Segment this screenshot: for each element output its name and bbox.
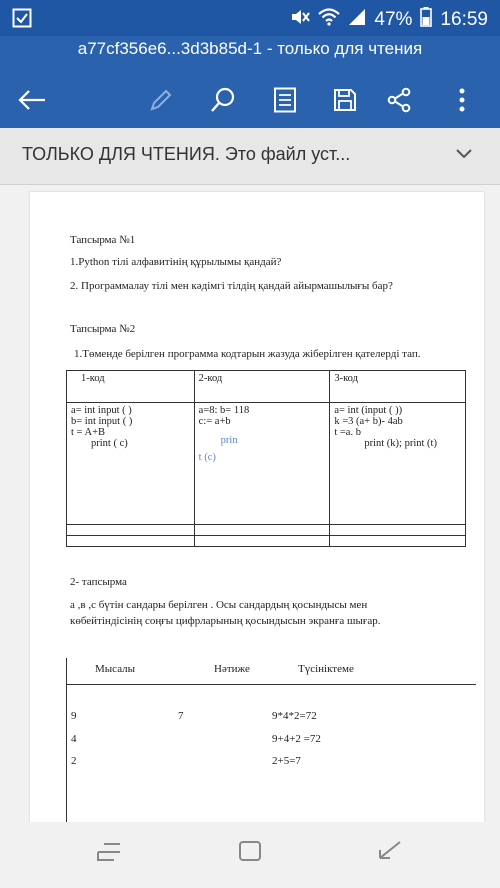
- code2-line: t (c): [198, 452, 216, 463]
- example-input-b: 4: [71, 733, 77, 745]
- more-options-button[interactable]: [440, 78, 484, 122]
- chevron-down-icon[interactable]: [456, 146, 472, 164]
- home-button[interactable]: [238, 840, 262, 867]
- task2-heading: Тапсырма №2: [70, 323, 136, 335]
- example-input-c: 2: [71, 755, 77, 767]
- empty-cell: [194, 525, 330, 536]
- example-note: 9*4*2=72: [272, 710, 317, 722]
- back-nav-button[interactable]: [376, 840, 402, 867]
- more-vert-icon: [458, 87, 466, 113]
- task3-heading: 2- тапсырма: [70, 576, 127, 588]
- document-view-icon: [273, 87, 297, 113]
- example-table-divider: [67, 684, 476, 685]
- read-only-message: ТОЛЬКО ДЛЯ ЧТЕНИЯ. Это файл уст...: [22, 144, 351, 164]
- task2-description: 1.Төменде берілген программа кодтарын жазуда жіберілген қателерді тап.: [74, 348, 421, 360]
- save-button[interactable]: [323, 78, 367, 122]
- share-icon: [386, 87, 412, 113]
- code-cell-3: [330, 403, 466, 525]
- code3-line: a= int (input ( )): [334, 405, 403, 416]
- wifi-icon: [318, 8, 340, 32]
- home-icon: [238, 840, 262, 862]
- gallery-check-icon: [12, 8, 32, 33]
- example-table: [66, 658, 476, 822]
- search-button[interactable]: [201, 78, 245, 122]
- example-header-3: Түсініктеме: [298, 663, 354, 675]
- navigation-bar: [0, 822, 500, 888]
- task1-question2: 2. Программалау тілі мен кәдімгі тілдің қандай айырмашылығы бар?: [70, 280, 393, 292]
- code3-line: t =a. b: [334, 427, 361, 438]
- code3-line: k =3 (a+ b)- 4ab: [334, 416, 403, 427]
- read-only-banner[interactable]: [0, 128, 500, 185]
- code-header-3: 3-код: [330, 371, 466, 403]
- search-icon: [210, 87, 236, 113]
- example-note: 9+4+2 =72: [272, 733, 321, 745]
- back-arrow-icon: [18, 89, 46, 111]
- code1-line: t = A+B: [71, 427, 106, 438]
- recent-apps-button[interactable]: [96, 840, 122, 867]
- empty-cell: [67, 536, 195, 547]
- task1-heading: Тапсырма №1: [70, 234, 136, 246]
- document-page[interactable]: [30, 192, 484, 822]
- code-cell-2: [194, 403, 330, 525]
- task3-line1: a ,в ,c бүтін сандары берілген . Осы сандардың қосындысы мен: [70, 599, 368, 611]
- battery-percent: 47%: [374, 9, 413, 30]
- example-table-left-border: [66, 658, 67, 822]
- app-bar: [0, 36, 500, 128]
- save-icon: [333, 88, 357, 112]
- code2-line: c:= a+b: [198, 416, 231, 427]
- mute-icon: [290, 8, 310, 32]
- task3-line2: көбейтіндісінің соңғы цифрларының қосындысын экранға шығар.: [70, 615, 381, 627]
- pencil-icon: [149, 88, 173, 112]
- code2-line: prin: [220, 435, 238, 446]
- empty-cell: [194, 536, 330, 547]
- recent-apps-icon: [96, 840, 122, 862]
- code2-line: a=8: b= 118: [198, 405, 250, 416]
- code3-line: print (k); print (t): [364, 438, 437, 449]
- task1-question1: 1.Python тілі алфавитінің құрылымы қандай?: [70, 256, 282, 268]
- document-title: a77cf356e6...3d3b85d-1 - только для чтения: [77, 39, 423, 58]
- reading-mode-button[interactable]: [263, 78, 307, 122]
- code-cell-1: [67, 403, 195, 525]
- code1-line: print ( c): [91, 438, 128, 449]
- example-header-1: Мысалы: [95, 663, 136, 675]
- empty-cell: [330, 536, 466, 547]
- empty-cell: [330, 525, 466, 536]
- status-bar: [0, 0, 500, 36]
- example-note: 2+5=7: [272, 755, 301, 767]
- battery-icon: [420, 7, 432, 33]
- empty-cell: [67, 525, 195, 536]
- example-input-a: 9: [71, 710, 77, 722]
- back-nav-icon: [376, 840, 402, 862]
- example-header-2: Нәтиже: [214, 663, 250, 675]
- code-table: [66, 370, 466, 547]
- code-header-1: 1-код: [67, 371, 195, 403]
- code1-line: a= int input ( ): [71, 405, 132, 416]
- code-header-2: 2-код: [194, 371, 330, 403]
- back-button[interactable]: [10, 78, 54, 122]
- code1-line: b= int input ( ): [71, 416, 133, 427]
- example-result: 7: [178, 710, 184, 722]
- clock: 16:59: [440, 9, 488, 30]
- edit-button[interactable]: [139, 78, 183, 122]
- signal-icon: [348, 8, 366, 32]
- share-button[interactable]: [377, 78, 421, 122]
